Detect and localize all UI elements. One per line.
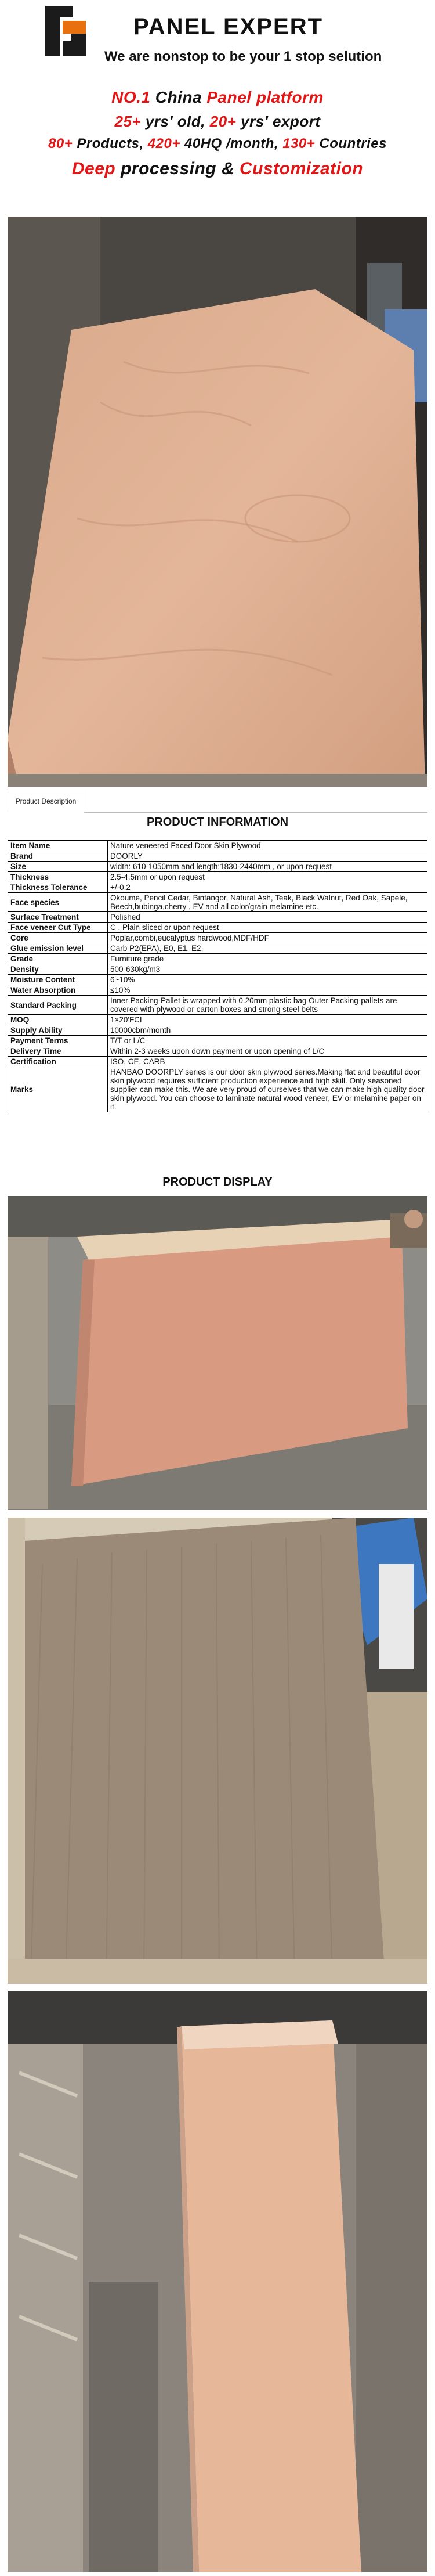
spec-value: 2.5-4.5mm or upon request [108, 872, 427, 882]
spec-key: Supply Ability [8, 1025, 108, 1036]
headline-years: 25+ yrs' old, 20+ yrs' export [114, 113, 321, 130]
spec-value: DOORLY [108, 851, 427, 862]
tab-product-description[interactable]: Product Description [8, 790, 84, 813]
spec-row [8, 862, 427, 872]
spec-row [8, 872, 427, 882]
spec-value: 10000cbm/month [108, 1025, 427, 1036]
spec-value: ISO, CE, CARB [108, 1057, 427, 1067]
spec-key: Face species [8, 893, 108, 912]
spec-row [8, 996, 427, 1015]
spec-row [8, 851, 427, 862]
spec-value: T/T or L/C [108, 1036, 427, 1046]
spec-key: Core [8, 933, 108, 943]
product-display-title: PRODUCT DISPLAY [162, 1176, 273, 1188]
spec-key: Surface Treatment [8, 912, 108, 923]
product-photo-3 [8, 1518, 427, 1984]
spec-key: Standard Packing [8, 996, 108, 1015]
headline-no1: NO.1 China Panel platform [111, 88, 324, 106]
spec-row [8, 923, 427, 933]
spec-value: Poplar,combi,eucalyptus hardwood,MDF/HDF [108, 933, 427, 943]
spec-row [8, 954, 427, 964]
spec-value: width: 610-1050mm and length:1830-2440mm , or upon request [108, 862, 427, 872]
spec-key: Thickness Tolerance [8, 882, 108, 893]
spec-value: Nature veneered Faced Door Skin Plywood [108, 841, 427, 851]
product-information-table [8, 840, 427, 1112]
spec-key: Glue emission level [8, 943, 108, 954]
spec-key: Delivery Time [8, 1046, 108, 1057]
spec-row [8, 964, 427, 975]
brand-tagline: We are nonstop to be your 1 stop selution [104, 49, 382, 64]
spec-value: C , Plain sliced or upon request [108, 923, 427, 933]
product-information-title: PRODUCT INFORMATION [146, 816, 289, 828]
spec-value: 500-630kg/m3 [108, 964, 427, 975]
spec-row [8, 975, 427, 985]
header-banner [0, 0, 435, 178]
spec-row [8, 1025, 427, 1036]
product-photo-2 [8, 1196, 427, 1510]
spec-row [8, 943, 427, 954]
headline-customization: Deep processing & Customization [71, 159, 364, 178]
spec-key: Grade [8, 954, 108, 964]
spec-row [8, 1046, 427, 1057]
spec-key: Marks [8, 1067, 108, 1112]
spec-row [8, 1057, 427, 1067]
spec-value: 6~10% [108, 975, 427, 985]
spec-row [8, 933, 427, 943]
panel-expert-logo-icon [45, 6, 86, 56]
spec-row [8, 985, 427, 996]
spec-key: Moisture Content [8, 975, 108, 985]
spec-value: Furniture grade [108, 954, 427, 964]
spec-value: 1×20'FCL [108, 1015, 427, 1025]
spec-key: Face veneer Cut Type [8, 923, 108, 933]
spec-key: Item Name [8, 841, 108, 851]
product-photo-main [8, 217, 427, 787]
spec-key: Size [8, 862, 108, 872]
product-photo-4 [8, 1991, 427, 2572]
spec-row [8, 1015, 427, 1025]
spec-row [8, 1067, 427, 1112]
spec-row [8, 841, 427, 851]
spec-value: +/-0.2 [108, 882, 427, 893]
spec-row [8, 1036, 427, 1046]
spec-key: Brand [8, 851, 108, 862]
headline-products: 80+ Products, 420+ 40HQ /month, 130+ Countries [48, 136, 387, 152]
spec-value: Inner Packing-Pallet is wrapped with 0.20mm plastic bag Outer Packing-pallets are covered with plywood or carton boxes and strong steel belts [108, 996, 427, 1015]
spec-value: ≤10% [108, 985, 427, 996]
brand-title: PANEL EXPERT [133, 14, 324, 39]
spec-key: Density [8, 964, 108, 975]
spec-key: Thickness [8, 872, 108, 882]
spec-value: Okoume, Pencil Cedar, Bintangor, Natural Ash, Teak, Black Walnut, Red Oak, Sapele, Beech,bubinga,cherry , EV and all color/grain melamine etc. [108, 893, 427, 912]
spec-row [8, 893, 427, 912]
spec-row [8, 882, 427, 893]
spec-row [8, 912, 427, 923]
tab-bar [8, 790, 427, 813]
spec-value: Polished [108, 912, 427, 923]
spec-key: Payment Terms [8, 1036, 108, 1046]
spec-value: Within 2-3 weeks upon down payment or upon opening of L/C [108, 1046, 427, 1057]
spec-value: Carb P2(EPA), E0, E1, E2, [108, 943, 427, 954]
spec-key: Certification [8, 1057, 108, 1067]
spec-value: HANBAO DOORPLY series is our door skin plywood series.Making flat and beautiful door skin plywood requires sufficient production experience and high skill. Only seasoned supplier can make this. We are very proud of ourselves that we can make high quality door skin plywood. You can choose to laminate natural wood veneer, EV or melamine paper on it. [108, 1067, 427, 1112]
spec-key: MOQ [8, 1015, 108, 1025]
spec-key: Water Absorption [8, 985, 108, 996]
